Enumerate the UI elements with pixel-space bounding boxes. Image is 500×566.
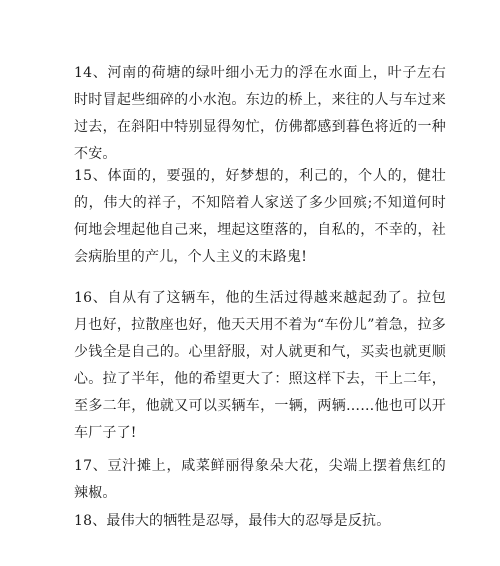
paragraph-18: 18、最伟大的牺牲是忍辱，最伟大的忍辱是反抗。 (74, 513, 391, 529)
paragraph-16: 16、自从有了这辆车，他的生活过得越来越起劲了。拉包月也好，拉散座也好，他天天用不着为“车份儿”着急，拉多少钱全是自己的。心里舒服，对人就更和气，买卖也就更顺心。拉了半年，他的希望更大了：照这样下去，干上二年，至多二年，他就又可以买辆车，一辆，两辆……他也可以开车厂子了! (74, 290, 446, 441)
paragraph-17: 17、豆汁摊上，咸菜鲜丽得象朵大花，尖端上摆着焦红的辣椒。 (74, 458, 446, 501)
paragraph-15: 15、体面的，要强的，好梦想的，利己的，个人的，健壮的，伟大的祥子，不知陪着人家送了多少回殡;不知道何时何地会埋起他自己来，埋起这堕落的，自私的，不幸的，社会病胎里的产儿，个人主义的末路鬼! (74, 168, 446, 265)
paragraph-14: 14、河南的荷塘的绿叶细小无力的浮在水面上，叶子左右时时冒起些细碎的小水泡。东边的桥上，来往的人与车过来过去，在斜阳中特别显得匆忙，仿佛都感到暮色将近的一种不安。 (74, 65, 446, 162)
